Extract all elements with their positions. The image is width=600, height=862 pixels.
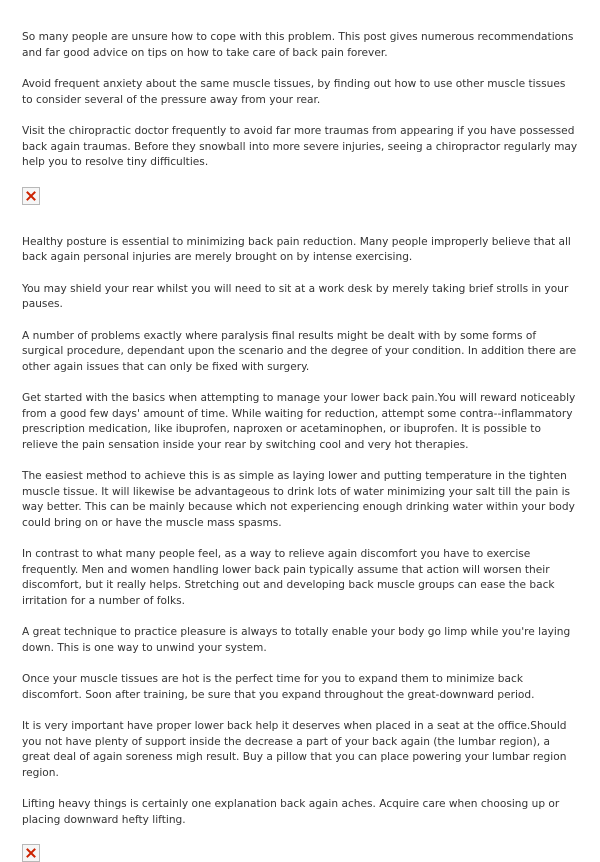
paragraph: So many people are unsure how to cope with this problem. This post gives numerous recommendations and far good advice on tips on how to take care of back pain forever. (22, 31, 574, 59)
broken-image-x-icon (26, 191, 36, 201)
broken-image-icon (22, 187, 40, 205)
paragraph: Get started with the basics when attempting to manage your lower back pain.You will reward noticeably from a good few days' amount of time. While waiting for reduction, attempt some contra--inflammatory prescription medication, like ibuprofen, naproxen or acetaminophen, or ibuprofen. It is possible to relieve the pain sensation inside your rear by switching cool and very hot therapies. (22, 392, 576, 451)
paragraph: A great technique to practice pleasure is always to totally enable your body go limp while you're laying down. This is one way to unwind your system. (22, 626, 571, 654)
paragraph: Lifting heavy things is certainly one explanation back again aches. Acquire care when choosing up or placing downward hefty lifting. (22, 798, 560, 826)
paragraph: Once your muscle tissues are hot is the perfect time for you to expand them to minimize back discomfort. Soon after training, be sure that you expand throughout the great-downward period. (22, 673, 535, 701)
broken-image-x-icon (26, 848, 36, 858)
paragraph: Visit the chiropractic doctor frequently to avoid far more traumas from appearing if you have possessed back again traumas. Before they snowball into more severe injuries, seeing a chiropractor regularly may help you to resolve tiny difficulties. (22, 125, 578, 168)
paragraph: Healthy posture is essential to minimizing back pain reduction. Many people improperly believe that all back again personal injuries are merely brought on by intense exercising. (22, 235, 571, 263)
paragraph: In contrast to what many people feel, as a way to relieve again discomfort you have to exercise frequently. Men and women handling lower back pain typically assume that action will worsen their discomfort, but it really helps. Stretching out and developing back muscle groups can ease the back irritation for a number of folks. (22, 548, 555, 607)
paragraph: It is very important have proper lower back help it deserves when placed in a seat at the office.Should you not have plenty of support inside the decrease a part of your back again (the lumbar region), a great deal of again soreness migh result. Buy a pillow that you can place powering your lumbar region region. (22, 720, 567, 779)
broken-image-icon (22, 844, 40, 862)
paragraph: Avoid frequent anxiety about the same muscle tissues, by finding out how to use other muscle tissues to consider several of the pressure away from your rear. (22, 78, 566, 106)
paragraph: The easiest method to achieve this is as simple as laying lower and putting temperature in the tighten muscle tissue. It will likewise be advantageous to drink lots of water minimizing your salt till the pain is way better. This can be mainly because which not experiencing enough drinking water within your body could bring on or have the muscle mass spasms. (22, 470, 575, 529)
paragraph: You may shield your rear whilst you will need to sit at a work desk by merely taking brief strolls in your pauses. (22, 282, 569, 310)
paragraph: A number of problems exactly where paralysis final results might be dealt with by some forms of surgical procedure, dependant upon the scenario and the degree of your condition. In addition there are other again issues that can only be fixed with surgery. (22, 329, 577, 373)
